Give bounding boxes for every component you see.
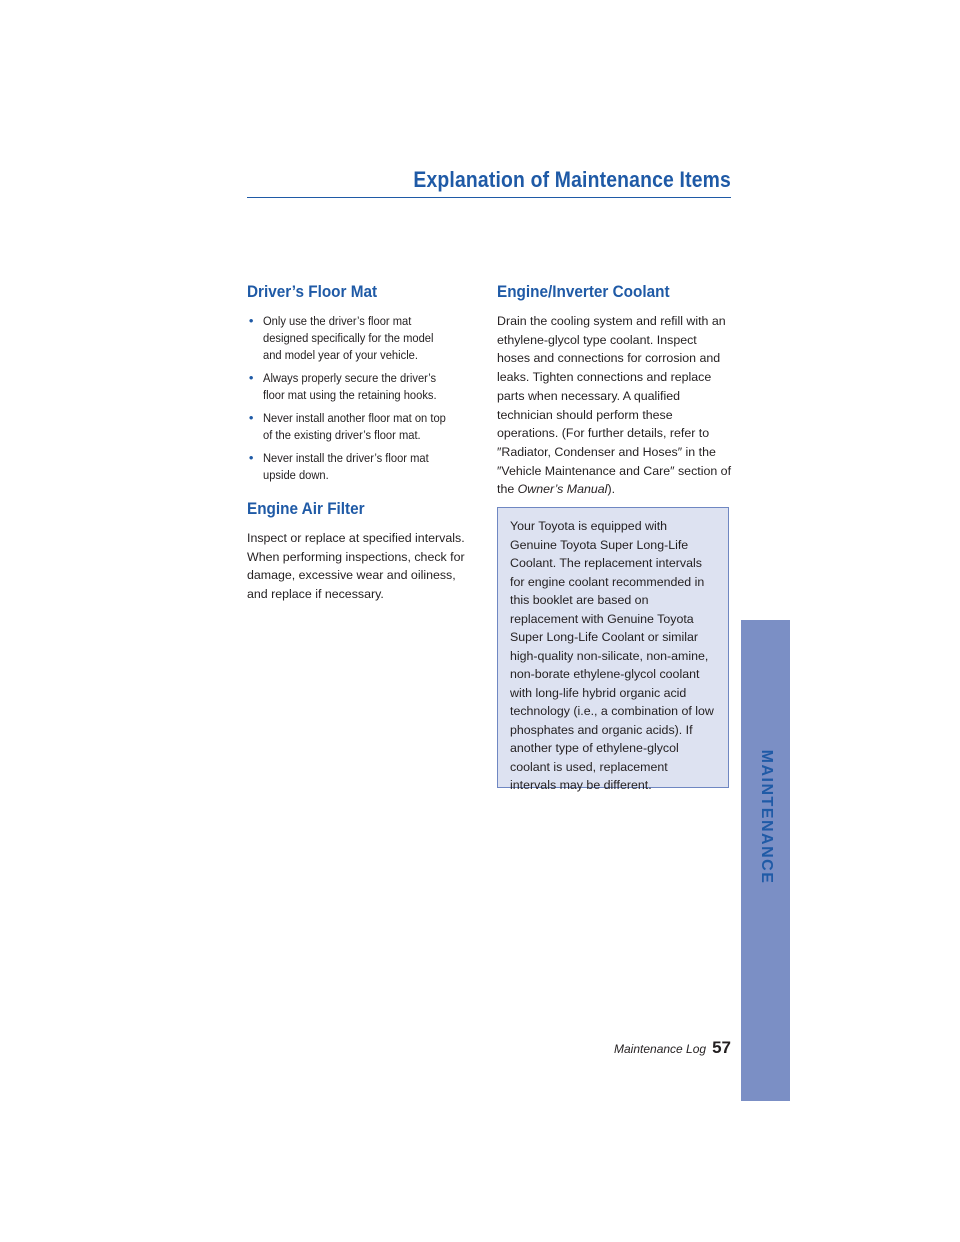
bullet-icon: •: [249, 371, 254, 385]
floor-mat-heading: [247, 281, 475, 303]
floor-mat-bullet-list: [247, 313, 475, 484]
page-number: 57: [712, 1038, 731, 1057]
bullet-text: Always properly secure the driver’s floor mat using the retaining hooks.: [263, 371, 437, 402]
bullet-text: Only use the driver’s floor mat designed specifically for the model and model year of your vehicle.: [263, 314, 434, 362]
page-header-title: Explanation of Maintenance Items: [413, 167, 731, 192]
air-filter-paragraph: Inspect or replace at specified intervals. When performing inspections, check for damage, excessive wear and oiliness, and replace if necessary.: [247, 531, 465, 602]
list-item: [247, 313, 475, 364]
coolant-paragraph: [497, 312, 733, 499]
bullet-icon: •: [249, 451, 254, 465]
coolant-text-end: ).: [607, 482, 616, 497]
air-filter-heading: [247, 498, 475, 520]
bullet-text: Never install the driver’s floor mat upside down.: [263, 451, 429, 482]
coolant-heading-text: Engine/Inverter Coolant: [497, 282, 670, 301]
coolant-text: Drain the cooling system and refill with an ethylene-glycol type coolant. Inspect hoses and connections for corrosion and leaks. Tighten connections and replace parts when necessary. A qualified technician should perform these operations. (For further details, refer to ″Radiator, Condenser and Hoses″ in the ″Vehicle Maintenance and Care″ section of the: [497, 314, 732, 497]
left-column: [247, 281, 475, 604]
header-rule: [247, 197, 731, 198]
right-column: [497, 281, 733, 499]
bullet-icon: •: [249, 411, 254, 425]
side-tab-label: MAINTENANCE: [757, 749, 775, 885]
coolant-heading: [497, 281, 733, 303]
list-item: [247, 450, 475, 484]
list-item: [247, 410, 475, 444]
floor-mat-heading-text: Driver’s Floor Mat: [247, 282, 378, 301]
air-filter-heading-text: Engine Air Filter: [247, 499, 365, 518]
callout-text: Your Toyota is equipped with Genuine Toyota Super Long-Life Coolant. The replacement intervals for engine coolant recommended in this booklet are based on replacement with Genuine Toyota Super Long-Life Coolant or similar high-quality non-silicate, non-amine, non-borate ethylene-glycol coolant with long-life hybrid organic acid technology (i.e., a combination of low phosphates and organic acids). If another type of ethylene-glycol coolant is used, replacement intervals may be different.: [510, 519, 714, 792]
maintenance-side-tab: [741, 620, 790, 1101]
bullet-text: Never install another floor mat on top of the existing driver’s floor mat.: [263, 411, 446, 442]
page-footer: [560, 1038, 731, 1058]
list-item: [247, 370, 475, 404]
footer-section-label: Maintenance Log: [614, 1042, 707, 1056]
coolant-callout-box: [497, 507, 729, 792]
owners-manual-reference: Owner’s Manual: [517, 482, 608, 497]
bullet-icon: •: [249, 314, 254, 328]
